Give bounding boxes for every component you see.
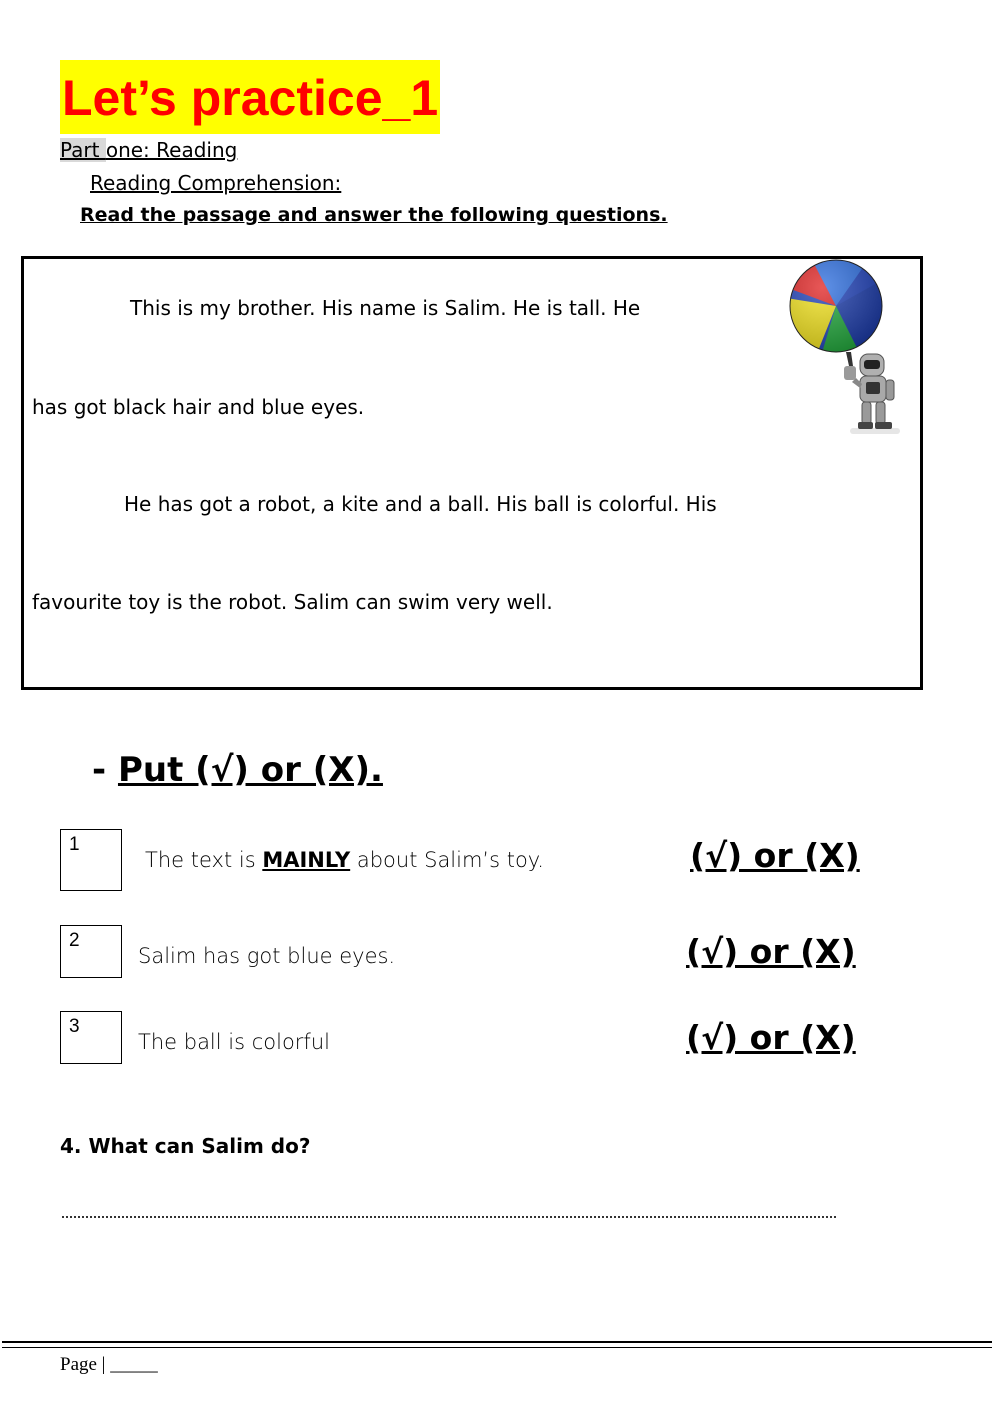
question-3-text: The ball is colorful	[138, 1030, 330, 1054]
footer-rule	[2, 1341, 992, 1343]
page-title: Let’s practice_1	[60, 60, 440, 134]
passage-line-2: has got black hair and blue eyes.	[32, 395, 365, 419]
answer-box-3[interactable]	[60, 1011, 122, 1064]
part-one-label-a: Part	[60, 138, 106, 162]
question-2-text: Salim has got blue eyes.	[138, 944, 396, 968]
question-number-1: 1	[69, 834, 80, 855]
question-4: 4. What can Salim do?	[60, 1134, 311, 1158]
exercise-dash: -	[92, 750, 107, 790]
part-one-label-b: one: Reading	[105, 138, 238, 162]
question-2-choice[interactable]: (√) or (X)	[686, 932, 856, 971]
section-heading: Reading Comprehension:	[90, 171, 342, 195]
page-number: Page | _____	[60, 1354, 158, 1375]
passage-line-4: favourite toy is the robot. Salim can swim very well.	[32, 590, 553, 614]
passage-line-3: He has got a robot, a kite and a ball. His ball is colorful. His	[124, 492, 717, 516]
question-3-choice[interactable]: (√) or (X)	[686, 1018, 856, 1057]
question-1-text	[145, 848, 544, 872]
passage-line-1: This is my brother. His name is Salim. He is tall. He	[130, 296, 641, 320]
part-one-heading	[60, 138, 237, 162]
exercise-heading	[92, 750, 383, 790]
question-number-2: 2	[69, 930, 80, 951]
robot-icon	[836, 350, 906, 436]
question-1-text-a: The text is	[145, 848, 263, 872]
question-number-3: 3	[69, 1016, 80, 1037]
question-1-choice[interactable]: (√) or (X)	[690, 836, 860, 875]
footer-rule-thin	[2, 1347, 992, 1348]
beach-ball-icon	[786, 258, 886, 356]
answer-box-1[interactable]	[60, 829, 122, 891]
answer-line[interactable]	[62, 1216, 836, 1218]
question-1-text-b: about Salim’s toy.	[350, 848, 544, 872]
question-1-emphasis: MAINLY	[262, 848, 351, 872]
exercise-heading-text: Put (√) or (X).	[117, 750, 383, 790]
answer-box-2[interactable]	[60, 925, 122, 978]
instruction: Read the passage and answer the following questions.	[80, 204, 668, 226]
